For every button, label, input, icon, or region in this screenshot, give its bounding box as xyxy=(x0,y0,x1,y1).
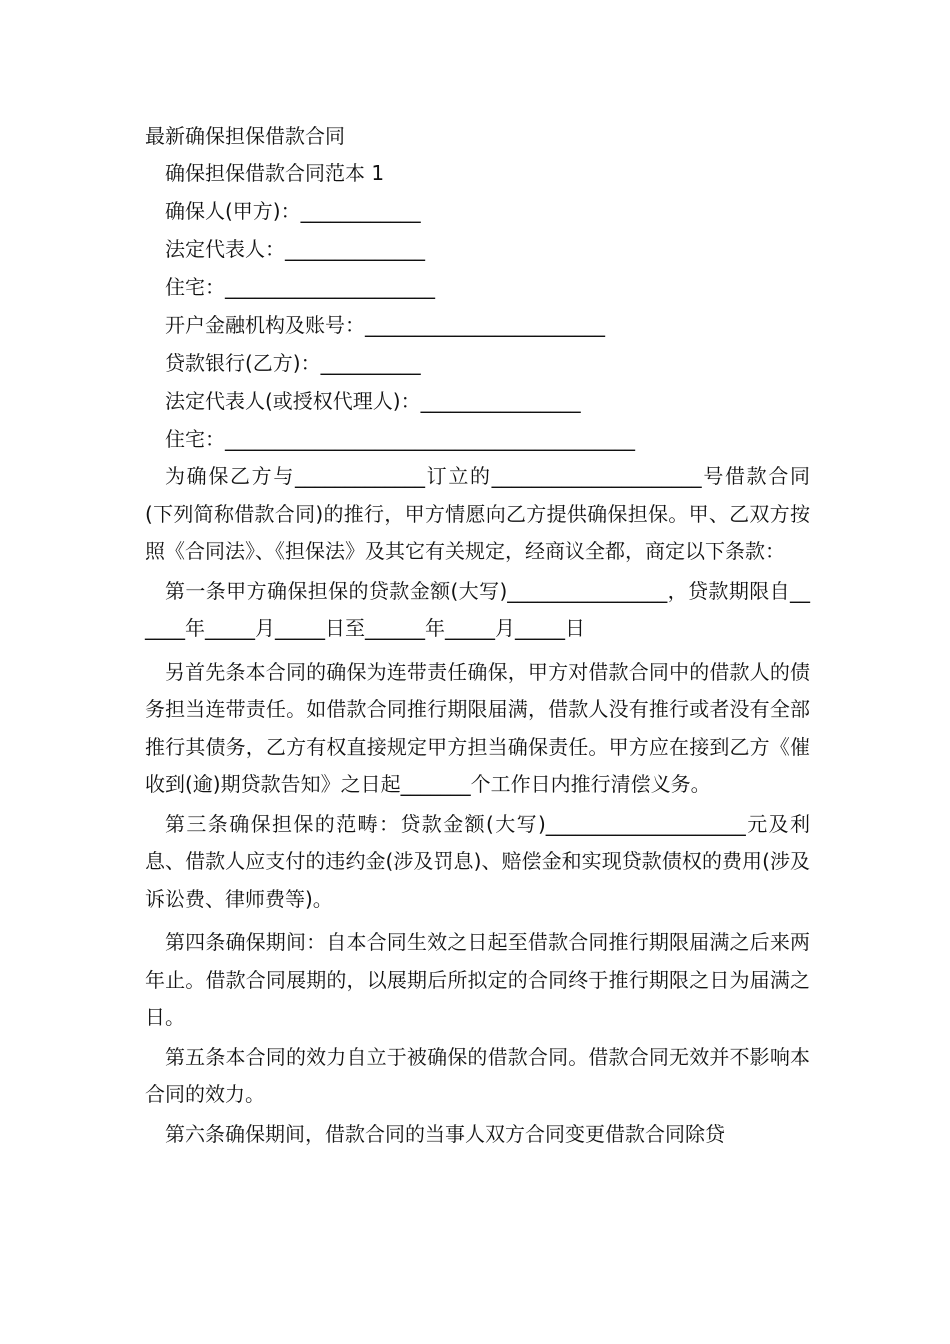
field-blank: ________________________ xyxy=(365,313,605,337)
field-label: 法定代表人： xyxy=(165,237,285,261)
field-blank: __________ xyxy=(320,351,421,375)
field-blank: ________________ xyxy=(420,389,581,413)
paragraph-preamble: 为确保乙方与_____________订立的_____________________号借款合同(下列简称借款合同)的推行，甲方情愿向乙方提供确保担保。甲、乙双方按照《合同法》、《担保法》及其它有关规定，经商议全都，商定以下条款： xyxy=(145,464,810,563)
paragraph-article-2: 另首先条本合同的确保为连带责任确保，甲方对借款合同中的借款人的债务担当连带责任。如借款合同推行期限届满，借款人没有推行或者没有全部推行其债务，乙方有权直接规定甲方担当确保责任。甲方应在接到乙方《催收到(逾)期贷款告知》之日起_______个工作日内推行清偿义务。 xyxy=(145,659,810,796)
field-legal-rep xyxy=(145,230,810,268)
field-residence xyxy=(145,268,810,306)
paragraph-article-6: 第六条确保期间，借款合同的当事人双方合同变更借款合同除贷 xyxy=(165,1121,725,1146)
paragraph-article-1: 第一条甲方确保担保的贷款金额(大写)________________，贷款期限自______年_____月_____日至______年_____月_____日 xyxy=(145,578,810,640)
field-label: 住宅： xyxy=(165,427,225,451)
field-blank: _________________________________________ xyxy=(225,427,635,451)
field-label: 开户金融机构及账号： xyxy=(165,313,365,337)
field-lender-residence xyxy=(145,420,810,458)
document-subtitle: 确保担保借款合同范本 1 xyxy=(165,161,385,185)
field-bank-account xyxy=(145,306,810,344)
contract-page xyxy=(145,118,810,1153)
field-label: 贷款银行(乙方)： xyxy=(165,351,321,375)
field-blank: ____________ xyxy=(300,199,421,223)
field-label: 确保人(甲方)： xyxy=(165,199,301,223)
field-blank: _____________________ xyxy=(225,275,435,299)
document-title: 最新确保担保借款合同 xyxy=(145,124,345,148)
paragraph-article-4: 第四条确保期间：自本合同生效之日起至借款合同推行期限届满之后来两年止。借款合同展期的，以展期后所拟定的合同终于推行期限之日为届满之日。 xyxy=(145,930,810,1029)
field-label: 法定代表人(或授权代理人)： xyxy=(165,389,421,413)
field-lender-bank xyxy=(145,344,810,382)
paragraph-article-3: 第三条确保担保的范畴：贷款金额(大写)____________________元及利息、借款人应支付的违约金(涉及罚息)、赔偿金和实现贷款债权的费用(涉及诉讼费、律师费等)。 xyxy=(145,811,810,911)
paragraph-article-5: 第五条本合同的效力自立于被确保的借款合同。借款合同无效并不影响本合同的效力。 xyxy=(145,1044,810,1106)
field-lender-rep xyxy=(145,382,810,420)
field-label: 住宅： xyxy=(165,275,225,299)
field-blank: ______________ xyxy=(285,237,425,261)
field-guarantor xyxy=(145,192,810,230)
